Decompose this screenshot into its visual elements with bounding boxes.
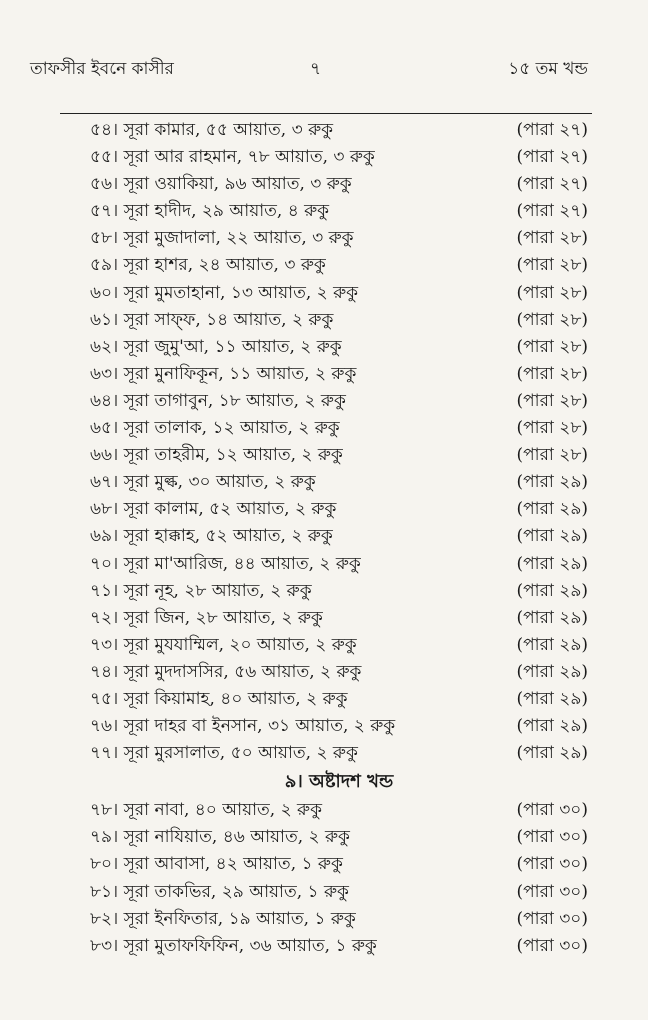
list-item [0, 469, 648, 496]
surah-entry-text: ৬৬। সূরা তাহরীম, ১২ আয়াত, ২ রুকু [90, 445, 343, 466]
surah-entry-text: ৬০। সূরা মুমতাহানা, ১৩ আয়াত, ২ রুকু [90, 282, 359, 303]
surah-entry-text: ৬৮। সূরা কালাম, ৫২ আয়াত, ২ রুকু [90, 499, 337, 520]
para-label: (পারা ২৯) [516, 472, 588, 493]
surah-entry-text: ৭১। সূরা নূহ, ২৮ আয়াত, ২ রুকু [90, 580, 312, 601]
surah-entry-text: ৬৩। সূরা মুনাফিকূন, ১১ আয়াত, ২ রুকু [90, 363, 357, 384]
para-label: (পারা ৩০) [516, 800, 588, 821]
para-label: (পারা ২৯) [516, 580, 588, 601]
para-label: (পারা ৩০) [516, 854, 588, 875]
surah-entry-text: ৭৪। সূরা মুদদাসসির, ৫৬ আয়াত, ২ রুকু [90, 661, 362, 682]
para-label: (পারা ২৮) [516, 363, 588, 384]
surah-entry-text: ৫৮। সূরা মুজাদালা, ২২ আয়াত, ৩ রুকু [90, 228, 354, 249]
surah-entry-text: ৮২। সূরা ইনফিতার, ১৯ আয়াত, ১ রুকু [90, 908, 356, 929]
list-item [0, 334, 648, 361]
surah-entry-text: ৬২। সূরা জুমু'আ, ১১ আয়াত, ২ রুকু [90, 336, 342, 357]
para-label: (পারা ২৮) [516, 255, 588, 276]
surah-entry-text: ৭৩। সূরা মুযযাম্মিল, ২০ আয়াত, ২ রুকু [90, 634, 357, 655]
para-label: (পারা ২৯) [516, 716, 588, 737]
para-label: (পারা ২৯) [516, 661, 588, 682]
surah-entry-text: ৭৯। সূরা নাযিয়াত, ৪৬ আয়াত, ২ রুকু [90, 827, 350, 848]
surah-entry-text: ৬৪। সূরা তাগাবুন, ১৮ আয়াত, ২ রুকু [90, 390, 346, 411]
book-title: তাফসীর ইবনে কাসীর [30, 59, 174, 79]
list-item [0, 361, 648, 388]
list-item [0, 824, 648, 851]
para-label: (পারা ৩০) [516, 827, 588, 848]
para-label: (পারা ২৯) [516, 743, 588, 764]
surah-entry-text: ৭২। সূরা জিন, ২৮ আয়াত, ২ রুকু [90, 607, 323, 628]
surah-entry-text: ৬৭। সূরা মুল্ক, ৩০ আয়াত, ২ রুকু [90, 472, 316, 493]
list-item [0, 442, 648, 469]
list-item [0, 198, 648, 225]
para-label: (পারা ২৯) [516, 607, 588, 628]
list-item [0, 415, 648, 442]
para-label: (পারা ২৭) [516, 147, 588, 168]
list-item [0, 280, 648, 307]
surah-entry-text: ৭৫। সূরা কিয়ামাহ, ৪০ আয়াত, ২ রুকু [90, 688, 348, 709]
surah-entry-text: ৭০। সূরা মা'আরিজ, ৪৪ আয়াত, ২ রুকু [90, 553, 361, 574]
list-item [0, 659, 648, 686]
surah-entry-text: ৮০। সূরা আবাসা, ৪২ আয়াত, ১ রুকু [90, 854, 343, 875]
surah-entry-text: ৫৭। সূরা হাদীদ, ২৯ আয়াত, ৪ রুকু [90, 201, 330, 222]
para-label: (পারা ২৭) [516, 201, 588, 222]
entries-before-section [0, 117, 648, 767]
para-label: (পারা ৩০) [516, 881, 588, 902]
surah-entry-text: ৮১। সূরা তাকভির, ২৯ আয়াত, ১ রুকু [90, 881, 349, 902]
list-item [0, 551, 648, 578]
list-item [0, 496, 648, 523]
para-label: (পারা ২৮) [516, 336, 588, 357]
para-label: (পারা ২৮) [516, 390, 588, 411]
list-item [0, 686, 648, 713]
para-label: (পারা ২৯) [516, 553, 588, 574]
list-item [0, 578, 648, 605]
page-number: ৭ [310, 59, 322, 79]
para-label: (পারা ২৯) [516, 688, 588, 709]
surah-entry-text: ৭৮। সূরা নাবা, ৪০ আয়াত, ২ রুকু [90, 800, 322, 821]
entries-after-section [0, 797, 648, 960]
list-item [0, 713, 648, 740]
para-label: (পারা ৩০) [516, 935, 588, 956]
list-item [0, 740, 648, 767]
para-label: (পারা ২৯) [516, 499, 588, 520]
surah-entry-text: ৬৫। সূরা তালাক, ১২ আয়াত, ২ রুকু [90, 418, 340, 439]
para-label: (পারা ২৭) [516, 174, 588, 195]
surah-entry-text: ৫৯। সূরা হাশর, ২৪ আয়াত, ৩ রুকু [90, 255, 326, 276]
para-label: (পারা ২৭) [516, 120, 588, 140]
list-item [0, 171, 648, 198]
list-item [0, 252, 648, 279]
contents-list [0, 117, 648, 960]
list-item [0, 523, 648, 550]
list-item [0, 851, 648, 878]
surah-entry-text: ৬৯। সূরা হাক্কাহ, ৫২ আয়াত, ২ রুকু [90, 526, 333, 547]
list-item [0, 906, 648, 933]
list-item [0, 933, 648, 960]
list-item [0, 797, 648, 824]
header-rule [60, 113, 592, 114]
surah-entry-text: ৫৪। সূরা কামার, ৫৫ আয়াত, ৩ রুকু [90, 120, 334, 140]
para-label: (পারা ২৯) [516, 634, 588, 655]
surah-entry-text: ৮৩। সূরা মুতাফফিফিন, ৩৬ আয়াত, ১ রুকু [90, 935, 377, 956]
surah-entry-text: ৫৫। সূরা আর রাহমান, ৭৮ আয়াত, ৩ রুকু [90, 147, 375, 168]
list-item [0, 388, 648, 415]
para-label: (পারা ২৮) [516, 309, 588, 330]
list-item [0, 225, 648, 252]
para-label: (পারা ২৮) [516, 445, 588, 466]
section-heading: ৯। অষ্টাদশ খন্ড [284, 771, 394, 793]
list-item [0, 605, 648, 632]
para-label: (পারা ২৮) [516, 418, 588, 439]
surah-entry-text: ৬১। সূরা সাফ্ফ, ১৪ আয়াত, ২ রুকু [90, 309, 334, 330]
surah-entry-text: ৫৬। সূরা ওয়াকিয়া, ৯৬ আয়াত, ৩ রুকু [90, 174, 352, 195]
volume-label: ১৫ তম খন্ড [508, 59, 588, 79]
para-label: (পারা ২৯) [516, 526, 588, 547]
list-item [0, 144, 648, 171]
para-label: (পারা ২৮) [516, 228, 588, 249]
running-header [0, 56, 648, 90]
para-label: (পারা ২৮) [516, 282, 588, 303]
para-label: (পারা ৩০) [516, 908, 588, 929]
list-item [0, 632, 648, 659]
list-item [0, 117, 648, 144]
surah-entry-text: ৭৭। সূরা মুরসালাত, ৫০ আয়াত, ২ রুকু [90, 743, 358, 764]
surah-entry-text: ৭৬। সূরা দাহর বা ইনসান, ৩১ আয়াত, ২ রুকু [90, 716, 396, 737]
list-item [0, 879, 648, 906]
list-item [0, 307, 648, 334]
